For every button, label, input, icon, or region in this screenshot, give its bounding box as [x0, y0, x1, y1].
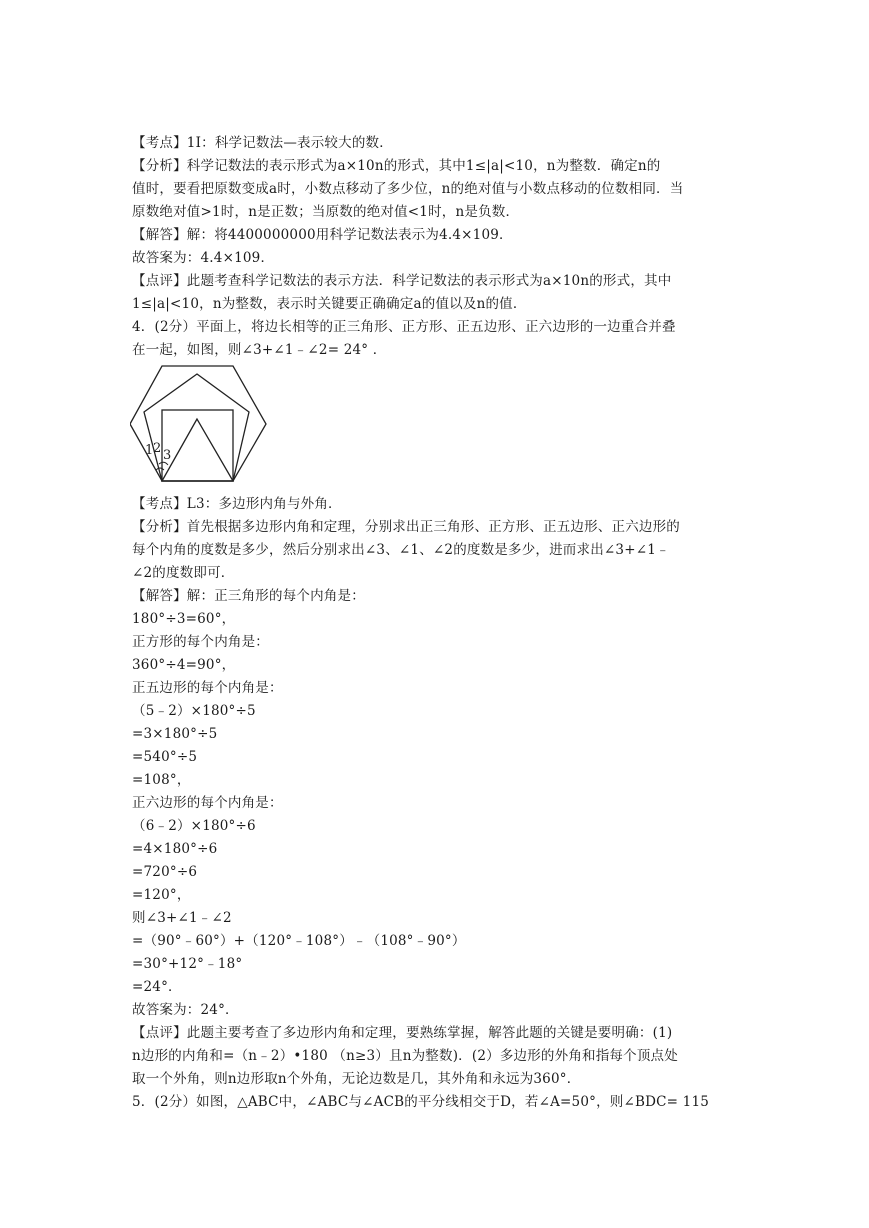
question-5-line1: 5．(2分）如图，△ABC中，∠ABC与∠ACB的平分线相交于D，若∠A=50°，则∠BDC= 115	[132, 1094, 710, 1110]
question-4-line2: 在一起，如图，则∠3+∠1﹣∠2= 24° ．	[132, 342, 387, 358]
calc-line: （5﹣2）×180°÷5	[132, 703, 256, 719]
jieda-1: 【解答】解：将4400000000用科学记数法表示为4.4×109．	[132, 227, 513, 243]
angle-label-3: 3	[163, 448, 172, 463]
calc-line: =540°÷5	[132, 749, 198, 765]
triangle-shape	[162, 419, 233, 481]
calc-line: 则∠3+∠1﹣∠2	[132, 910, 232, 926]
jieda-2: 【解答】解：正三角形的每个内角是：	[132, 588, 365, 604]
fenxi-1-line1: 【分析】科学记数法的表示形式为a×10n的形式，其中1≤|a|<10，n为整数．确定n的	[132, 158, 661, 174]
calc-line: =24°．	[132, 979, 182, 995]
calc-line: =720°÷6	[132, 864, 198, 880]
dianping-2-line2: n边形的内角和=（n﹣2）•180 （n≥3）且n为整数)．(2）多边形的外角和指每个顶点处	[132, 1048, 678, 1064]
answer-1: 故答案为：4.4×109．	[132, 250, 275, 266]
dianping-2-line3: 取一个外角，则n边形取n个外角，无论边数是几，其外角和永远为360°．	[132, 1071, 581, 1087]
calc-line: =（90°﹣60°）+（120°﹣108°）﹣（108°﹣90°）	[132, 933, 466, 949]
calc-line: =120°，	[132, 887, 191, 903]
kaodian-2: 【考点】L3：多边形内角与外角．	[132, 496, 342, 512]
calc-line: =3×180°÷5	[132, 726, 218, 742]
polygon-figure	[130, 362, 270, 484]
question-4-line1: 4．(2分）平面上，将边长相等的正三角形、正方形、正五边形、正六边形的一边重合并叠	[132, 319, 676, 335]
kaodian-1: 【考点】1I：科学记数法—表示较大的数．	[132, 135, 393, 151]
angle-arc-1	[156, 468, 164, 470]
hexagon-shape	[130, 366, 266, 481]
fenxi-2-line3: ∠2的度数即可．	[132, 565, 235, 581]
fenxi-1-line3: 原数绝对值>1时，n是正数；当原数的绝对值<1时，n是负数．	[132, 204, 520, 220]
fenxi-2-line2: 每个内角的度数是多少，然后分别求出∠3、∠1、∠2的度数是多少，进而求出∠3+∠1﹣	[132, 542, 670, 558]
answer-2: 故答案为：24°．	[132, 1002, 239, 1018]
calc-line: （6﹣2）×180°÷6	[132, 818, 256, 834]
calc-line: =108°，	[132, 772, 191, 788]
dianping-2-line1: 【点评】此题主要考查了多边形内角和定理，要熟练掌握，解答此题的关键是要明确：(1)	[132, 1025, 673, 1041]
dianping-1-line2: 1≤|a|<10，n为整数，表示时关键要正确确定a的值以及n的值．	[132, 296, 527, 312]
calc-line: 正方形的每个内角是：	[132, 634, 269, 650]
calc-line: =30°+12°﹣18°	[132, 956, 243, 972]
angle-label-1: 1	[145, 443, 154, 458]
angle-label-2: 2	[153, 441, 162, 456]
fenxi-2-line1: 【分析】首先根据多边形内角和定理，分别求出正三角形、正方形、正五边形、正六边形的	[132, 519, 680, 535]
calc-line: 360°÷4=90°，	[132, 657, 236, 673]
calc-line: 正六边形的每个内角是：	[132, 795, 283, 811]
calc-line: 正五边形的每个内角是：	[132, 680, 283, 696]
calc-line: 180°÷3=60°，	[132, 611, 236, 627]
calc-line: =4×180°÷6	[132, 841, 218, 857]
fenxi-1-line2: 值时，要看把原数变成a时，小数点移动了多少位，n的绝对值与小数点移动的位数相同．当	[132, 181, 684, 197]
dianping-1-line1: 【点评】此题考查科学记数法的表示方法．科学记数法的表示形式为a×10n的形式，其中	[132, 273, 672, 289]
